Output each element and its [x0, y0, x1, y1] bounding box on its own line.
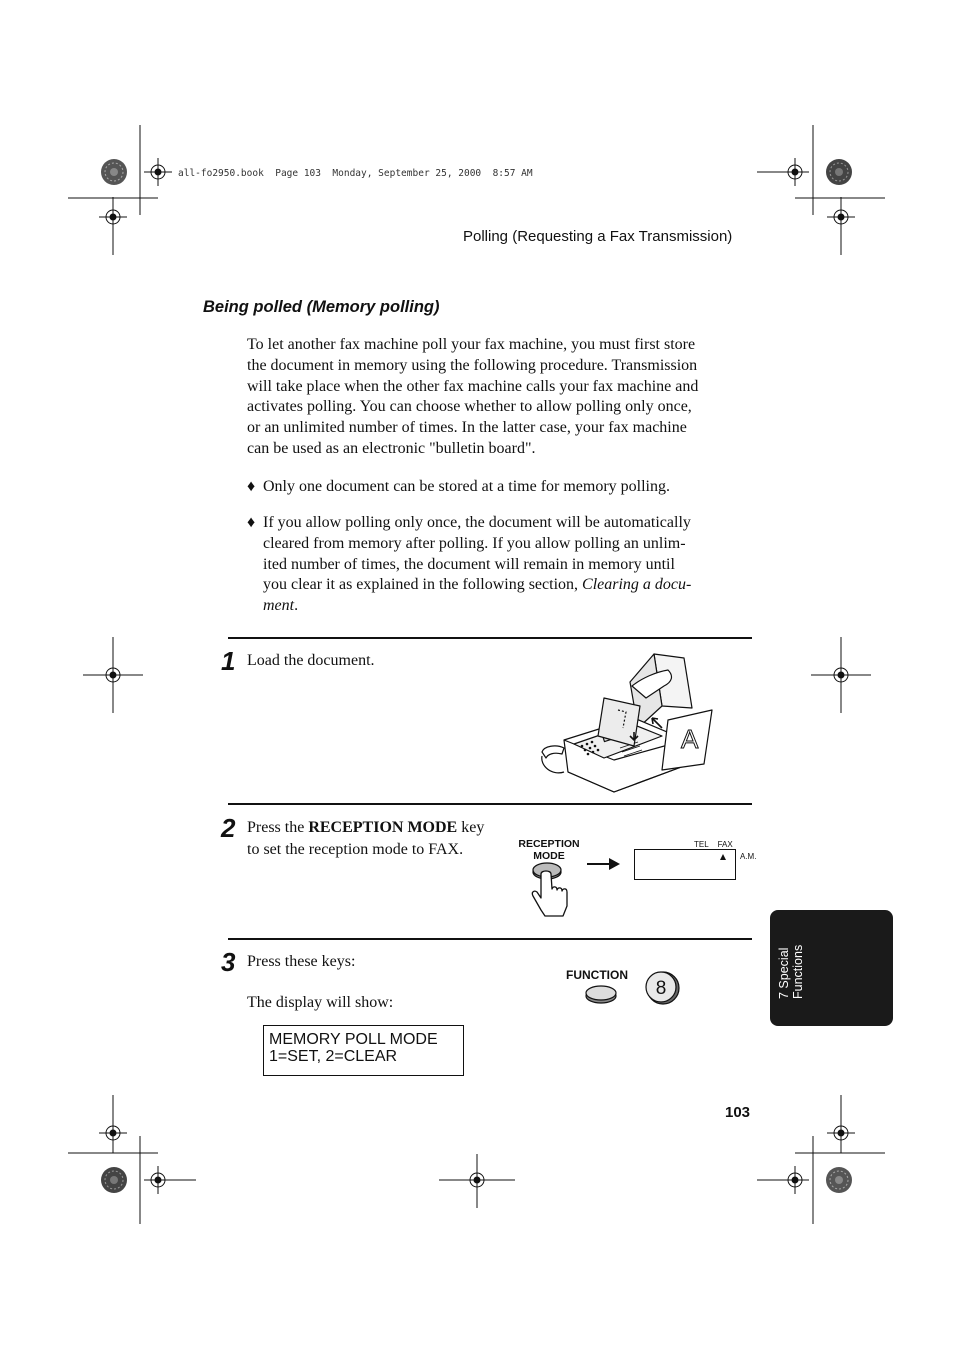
- bullet-item: [247, 477, 739, 498]
- step-text: Load the document.: [247, 652, 375, 669]
- step-line: to set the reception mode to FAX.: [247, 841, 464, 858]
- label-line: RECEPTION: [518, 838, 580, 850]
- period: .: [294, 597, 299, 615]
- chapter-tab-line: Functions: [791, 944, 805, 999]
- lcd-display: [634, 849, 736, 880]
- step-text: Press these keys:: [247, 953, 356, 970]
- chapter-tab-line: 7 Special: [777, 947, 791, 999]
- tel-label: TEL: [694, 840, 709, 849]
- document-letter: A: [681, 724, 699, 754]
- label-line: MODE: [533, 850, 565, 862]
- fax-label: FAX: [717, 840, 733, 849]
- number-8-key-icon: [643, 970, 683, 1006]
- bullet-line: cleared from memory after polling. If you allow polling an unlim-: [263, 534, 686, 552]
- reception-mode-label: [513, 838, 585, 862]
- step-text-part: Press the: [247, 819, 309, 836]
- diamond-bullet-icon: ♦: [247, 478, 256, 495]
- up-triangle-icon: [719, 853, 727, 861]
- step-divider: [228, 938, 752, 940]
- intro-line: can be used as an electronic "bulletin board".: [247, 439, 536, 457]
- cross-reference: Clearing a docu-: [582, 576, 692, 594]
- step-number: 2: [221, 813, 236, 843]
- right-arrow-icon: [587, 856, 621, 872]
- intro-line: or an unlimited number of times. In the latter case, your fax machine: [247, 419, 687, 437]
- memory-poll-display: [263, 1025, 464, 1076]
- chapter-tab-label: [775, 935, 811, 1007]
- function-key-label: FUNCTION: [566, 968, 628, 982]
- mode-indicator-labels: [694, 840, 733, 849]
- book-file-info: all-fo2950.book Page 103 Monday, September 25, 2000 8:57 AM: [178, 168, 533, 179]
- step-text: The display will show:: [247, 994, 394, 1011]
- intro-line: activates polling. You can choose whether to allow polling only once,: [247, 398, 692, 416]
- step-text: [247, 817, 484, 861]
- am-indicator: A.M.: [740, 852, 757, 861]
- step-number: 1: [221, 646, 236, 676]
- diamond-bullet-icon: ♦: [247, 514, 256, 531]
- section-title: Being polled (Memory polling): [203, 298, 440, 316]
- step-line: [247, 817, 484, 839]
- intro-line: will take place when the other fax machine calls your fax machine and: [247, 377, 699, 395]
- intro-line: the document in memory using the following procedure. Transmission: [247, 356, 698, 374]
- cross-reference: ment: [263, 597, 295, 615]
- running-header: Polling (Requesting a Fax Transmission): [463, 228, 733, 245]
- bullet-line: If you allow polling only once, the document will be automatically: [263, 514, 691, 531]
- bullet-line: [263, 575, 739, 596]
- step-divider: [228, 637, 752, 639]
- step-divider: [228, 803, 752, 805]
- key-digit: 8: [655, 978, 667, 999]
- display-line: 1=SET, 2=CLEAR: [269, 1048, 398, 1065]
- bullet-text: you clear it as explained in the following section,: [263, 576, 583, 594]
- fax-machine-illustration: [534, 648, 718, 796]
- function-key-icon: [584, 984, 618, 1004]
- key-name: RECEPTION MODE: [308, 819, 458, 836]
- bullet-line: ited number of times, the document will remain in memory until: [263, 555, 675, 573]
- bullet-text: Only one document can be stored at a time for memory polling.: [263, 478, 670, 495]
- pressing-finger-icon: [525, 862, 575, 918]
- intro-line: To let another fax machine poll your fax machine, you must first store: [247, 336, 696, 353]
- intro-paragraph: [247, 335, 739, 460]
- step-text-part: key: [457, 819, 485, 836]
- step-number: 3: [221, 947, 236, 977]
- bullet-line: [263, 596, 739, 617]
- page-number: 103: [725, 1104, 751, 1121]
- display-line: MEMORY POLL MODE: [269, 1031, 438, 1048]
- bullet-item: [247, 513, 739, 617]
